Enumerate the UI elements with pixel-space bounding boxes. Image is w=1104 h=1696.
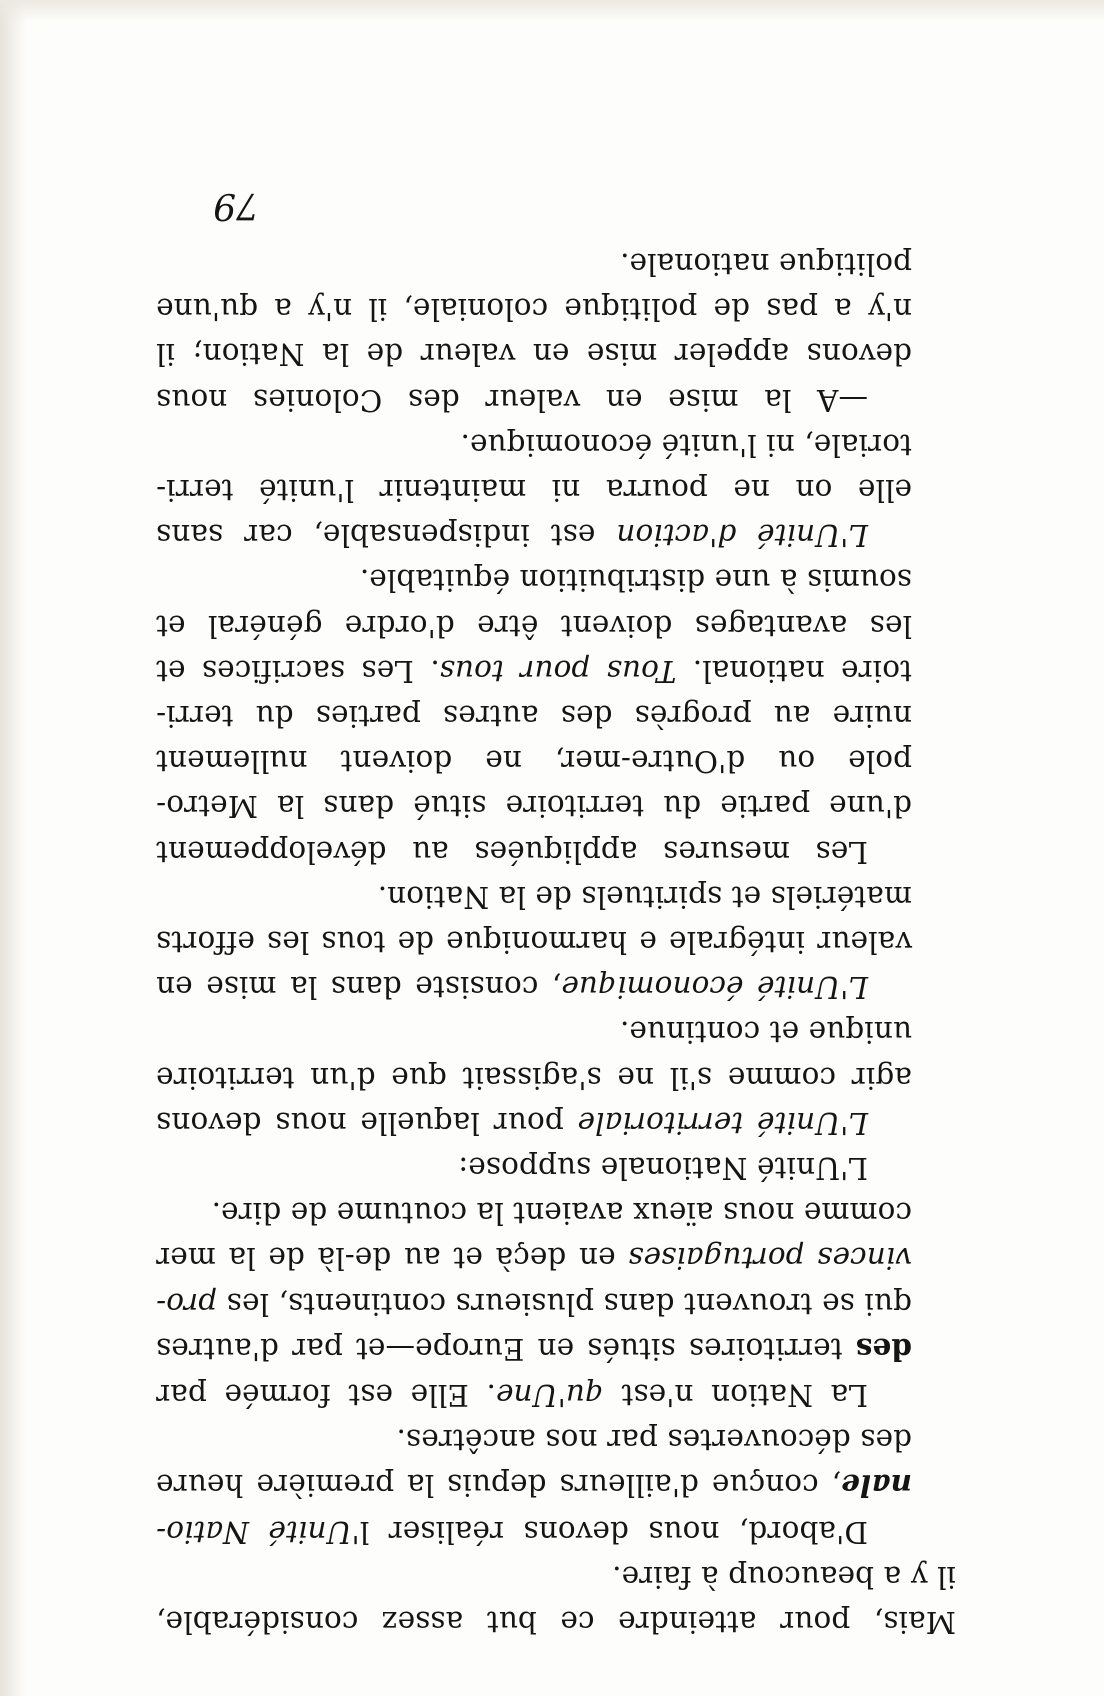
text-line [156,1599,956,1644]
text-run: pro- [156,1286,218,1321]
text-line [156,602,956,647]
text-run: Mais, pour atteindre ce but assez considérable, [156,1605,956,1639]
text-run: L'Unité Nationale suppose: [458,1150,868,1185]
paragraph [156,874,956,1010]
text-line [156,919,956,964]
text-run: des découvertes par nos ancêtres. [396,1423,912,1458]
text-run: nale [841,1468,912,1504]
paragraph [156,1145,956,1190]
text-run: toire national. [676,653,912,688]
text-line [156,964,956,1009]
text-run: Unité Natio- [156,1514,352,1549]
text-run: elle on ne pourra ni maintenir l'unité terri- [156,472,912,507]
text-line [156,828,956,873]
text-line [156,648,956,693]
text-run: , consiste dans la mise en [156,970,562,1005]
text-run: qui se trouvent dans plusieurs continents, les [217,1286,912,1321]
text-line [156,1280,956,1325]
text-run: comme nous aïeux avaient la coutume de dire. [211,1196,912,1231]
text-run: unique et continue. [619,1015,912,1050]
text-run: Tous pour tous [439,653,677,688]
text-line [156,467,956,512]
text-line [156,1417,956,1462]
text-run: L'Unité territoriale [577,1105,868,1140]
text-line [156,557,956,602]
text-line [156,286,956,331]
text-run: soumis à une distribuition équitable. [359,563,912,598]
text-line [156,693,956,738]
text-run: d'une partie du territoire situé dans la Metro- [156,789,912,824]
text-run: agir comme s'il ne s'agissait que d'un territoire [156,1060,912,1095]
paragraph [156,422,956,558]
text-run: en deçà et au de-là de la mer [155,1241,629,1276]
text-line [156,331,956,376]
paragraph [156,241,956,422]
text-run: nuire au progrès des autres parties du terri- [156,698,912,733]
text-line [156,1009,956,1054]
text-line [156,1326,956,1372]
text-line [156,738,956,783]
text-line [156,1554,956,1599]
text-run: devons appeler mise en valeur de la Nation; il [156,337,912,372]
text-run: les avantages doivent être d'ordre général et [156,608,912,643]
text-line [156,1462,956,1508]
text-line [156,1372,956,1417]
text-run: matériels et spirituels de la Nation. [377,879,912,914]
text-run: il y a beaucoup à faire. [612,1559,956,1594]
text-run: des [855,1331,912,1367]
text-run: L'Unité d'action [616,518,868,553]
text-run: . Les sacrifices et [156,653,440,688]
paragraph [156,557,956,873]
body-text [156,241,956,1644]
text-run: pour laquelle nous devons [156,1105,578,1140]
page-number: 79 [213,185,259,226]
paragraph [156,1009,956,1145]
text-run: territoires situés en Europe—et par d'autres [156,1331,856,1366]
text-run: n'y a pas de politique coloniale, il n'y a qu'une [156,292,912,327]
text-line [156,422,956,467]
paragraph [156,1554,956,1644]
paragraph [156,1417,956,1554]
paragraph [156,1190,956,1417]
text-line [156,1145,956,1190]
text-run: —A la mise en valeur des Colonies nous [156,382,868,417]
text-line [156,783,956,828]
text-run: vinces portugaises [628,1241,912,1276]
text-line [156,1100,956,1145]
text-run: politique nationale. [619,246,912,281]
text-run: qu'Une [495,1377,604,1412]
text-line [156,376,956,421]
text-run: La Nation n'est [603,1377,868,1412]
text-line [156,1235,956,1280]
text-line [156,512,956,557]
text-line [156,1508,956,1553]
text-line [156,874,956,919]
text-run: , conçue d'ailleurs depuis la première heure [156,1468,842,1503]
text-run: valeur intégrale e harmonique de tous les efforts [156,924,912,959]
text-run: toriale, ni l'unité économique. [460,427,912,462]
text-run: est indispensable, car sans [155,518,617,553]
text-run: Les mesures appliquées au développement [156,834,868,869]
text-run: D'abord, nous devons réaliser l' [351,1514,868,1549]
text-run: L'Unité économique [561,970,868,1005]
text-run: . Elle est formée par [155,1377,496,1412]
text-line [156,1190,956,1235]
text-line [156,241,956,286]
text-run: pole ou d'Outre-mer, ne doivent nullement [156,744,912,779]
text-line [156,1054,956,1099]
